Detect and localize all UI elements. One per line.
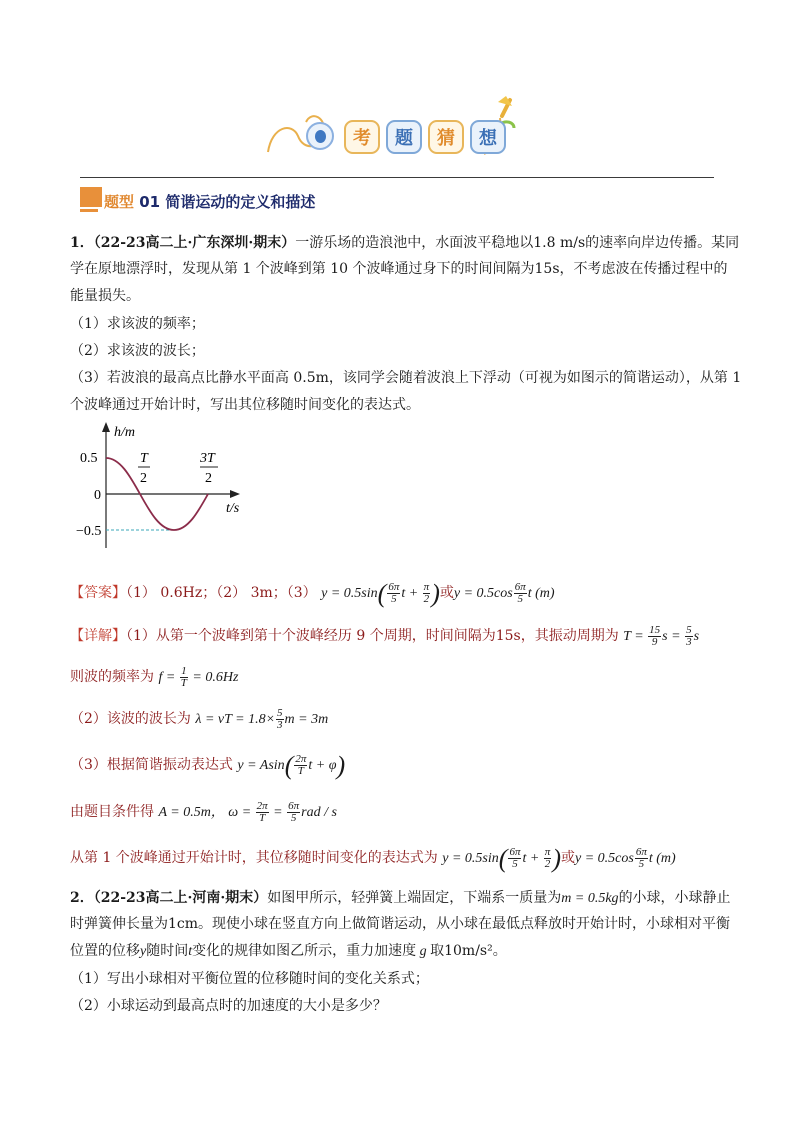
q2-sub1: （1）写出小球相对平衡位置的位移随时间的变化关系式； bbox=[70, 971, 429, 987]
q1-number: 1． bbox=[70, 235, 94, 251]
q2-text3d: 取10m/s²。 bbox=[430, 943, 507, 959]
detail-line1 bbox=[70, 623, 699, 650]
detail-final-sin: y = 0.5sin( $\frac{6\pi}{5}$ t + $\frac{\pi}{2}$ ) bbox=[442, 843, 561, 873]
detail-line5 bbox=[70, 798, 337, 827]
q1-sub1: （1）求该波的频率； bbox=[70, 316, 205, 332]
section-underline bbox=[80, 209, 98, 212]
graph-t-3half-num: 3T bbox=[200, 451, 215, 466]
detail-wavelength-formula: λ = vT = 1.8× $\frac{5}{3}$ m = 3m bbox=[195, 707, 329, 732]
detail-text5: 由题目条件得 bbox=[70, 804, 154, 820]
graph-y-top: 0.5 bbox=[80, 451, 98, 466]
answer-formula-sin: y = 0.5sin( $\frac{6\pi}{5}$ t + $\frac{\pi}{2}$ ) bbox=[321, 578, 440, 608]
q1-sub3a: （3）若波浪的最高点比静水平面高 0.5m，该同学会随着波浪上下浮动（可视为如图示的简谐运动），从第 1 bbox=[70, 370, 742, 386]
graph-xlabel: t/s bbox=[226, 501, 240, 516]
detail-or: 或 bbox=[560, 850, 575, 866]
q2-text3a: 位置的位移 bbox=[70, 943, 140, 959]
detail-text4: （3）根据简谐振动表达式 bbox=[70, 757, 233, 773]
banner-char-kao: 考 bbox=[344, 120, 380, 154]
q2-line1 bbox=[70, 888, 731, 909]
x-axis-arrow bbox=[230, 490, 240, 498]
q2-sub2: （2）小球运动到最高点时的加速度的大小是多少？ bbox=[70, 998, 387, 1014]
detail-line6 bbox=[70, 843, 676, 874]
answer-formula-cos: y = 0.5cos $\frac{6\pi}{5}$ t (m) bbox=[453, 581, 555, 606]
y-axis-arrow bbox=[102, 422, 110, 432]
detail-frequency-formula: f = $\frac{1}{T}$ = 0.6Hz bbox=[158, 665, 239, 690]
answer-1: （1） 0.6Hz； bbox=[126, 585, 217, 601]
q1-line1 bbox=[70, 233, 739, 253]
graph-t-3half-den: 2 bbox=[205, 471, 212, 486]
graph-ylabel: h/m bbox=[114, 425, 135, 440]
section-marker bbox=[80, 187, 102, 207]
wave-graph bbox=[70, 420, 260, 550]
answer-line bbox=[70, 578, 555, 609]
detail-line3 bbox=[70, 706, 328, 733]
q2-number: 2． bbox=[70, 890, 94, 906]
detail-conditions-formula: A = 0.5m， ω = $\frac{2\pi}{T}$ = $\frac{6\pi}{5}$ rad / s bbox=[158, 800, 337, 825]
answer-or: 或 bbox=[439, 585, 454, 601]
q2-mass: m = 0.5kg bbox=[561, 891, 619, 906]
detail-text1: （1）从第一个波峰到第十个波峰经历 9 个周期，时间间隔为15s，其振动周期为 bbox=[126, 628, 619, 644]
answer-3: （3） bbox=[286, 585, 317, 601]
q2-text3b: 随时间 bbox=[146, 943, 189, 959]
banner bbox=[262, 96, 522, 166]
banner-char-ti: 题 bbox=[386, 120, 422, 154]
q2-text3c: 变化的规律如图乙所示，重力加速度 bbox=[192, 943, 417, 959]
detail-line4 bbox=[70, 750, 345, 781]
graph-t-half-den: 2 bbox=[140, 471, 147, 486]
detail-text2: 则波的频率为 bbox=[70, 669, 154, 685]
banner-circle-icon bbox=[306, 122, 334, 150]
q1-sub3b: 个波峰通过开始计时，写出其位移随时间变化的表达式。 bbox=[70, 397, 420, 413]
q2-text1b: 的小球，小球静止 bbox=[618, 890, 731, 906]
q2-line3: 位置的位移y随时间t变化的规律如图乙所示，重力加速度 g 取10m/s²。 bbox=[70, 943, 507, 959]
answer-tag: 【答案】 bbox=[70, 585, 126, 601]
q1-sub2: （2）求该波的波长； bbox=[70, 343, 205, 359]
section-prefix: 题型 bbox=[104, 193, 135, 211]
detail-period-formula: T = $\frac{15}{9}$ s = $\frac{5}{3}$ s bbox=[623, 624, 700, 649]
q2-source: （22-23高二上·河南·期末） bbox=[93, 890, 268, 906]
section-header bbox=[104, 191, 315, 212]
detail-final-cos: y = 0.5cos $\frac{6\pi}{5}$ t (m) bbox=[574, 846, 676, 871]
q1-source: （22-23高二上·广东深圳·期末） bbox=[93, 235, 296, 251]
q2-text1: 如图甲所示，轻弹簧上端固定，下端系一质量为 bbox=[267, 890, 562, 906]
section-title: 01 简谐运动的定义和描述 bbox=[139, 193, 316, 211]
banner-char-xiang: 想 bbox=[470, 120, 506, 154]
q1-text1: 一游乐场的造浪池中，水面波平稳地以1.8 m/s的速率向岸边传播。某同 bbox=[295, 235, 740, 251]
q1-line2: 学在原地漂浮时，发现从第 1 个波峰到第 10 个波峰通过身下的时间间隔为15s，不考虑波在传播过程中的 bbox=[70, 261, 728, 277]
banner-char-cai: 猜 bbox=[428, 120, 464, 154]
detail-text6: 从第 1 个波峰通过开始计时，其位移随时间变化的表达式为 bbox=[70, 850, 438, 866]
detail-shm-formula: y = Asin( $\frac{2\pi}{T}$ t + φ) bbox=[237, 750, 346, 780]
answer-2: （2） 3m； bbox=[216, 585, 287, 601]
graph-y-zero: 0 bbox=[94, 488, 101, 503]
graph-y-bottom: −0.5 bbox=[76, 524, 102, 539]
graph-t-half-num: T bbox=[140, 451, 148, 466]
q1-line3: 能量损失。 bbox=[70, 288, 140, 304]
detail-line2 bbox=[70, 664, 238, 691]
detail-text3: （2）该波的波长为 bbox=[70, 711, 191, 727]
banner-divider bbox=[80, 177, 714, 178]
detail-tag: 【详解】 bbox=[70, 628, 126, 644]
q2-line2: 时弹簧伸长量为1cm。现使小球在竖直方向上做简谐运动，从小球在最低点释放时开始计时，小球相对平衡 bbox=[70, 916, 731, 932]
